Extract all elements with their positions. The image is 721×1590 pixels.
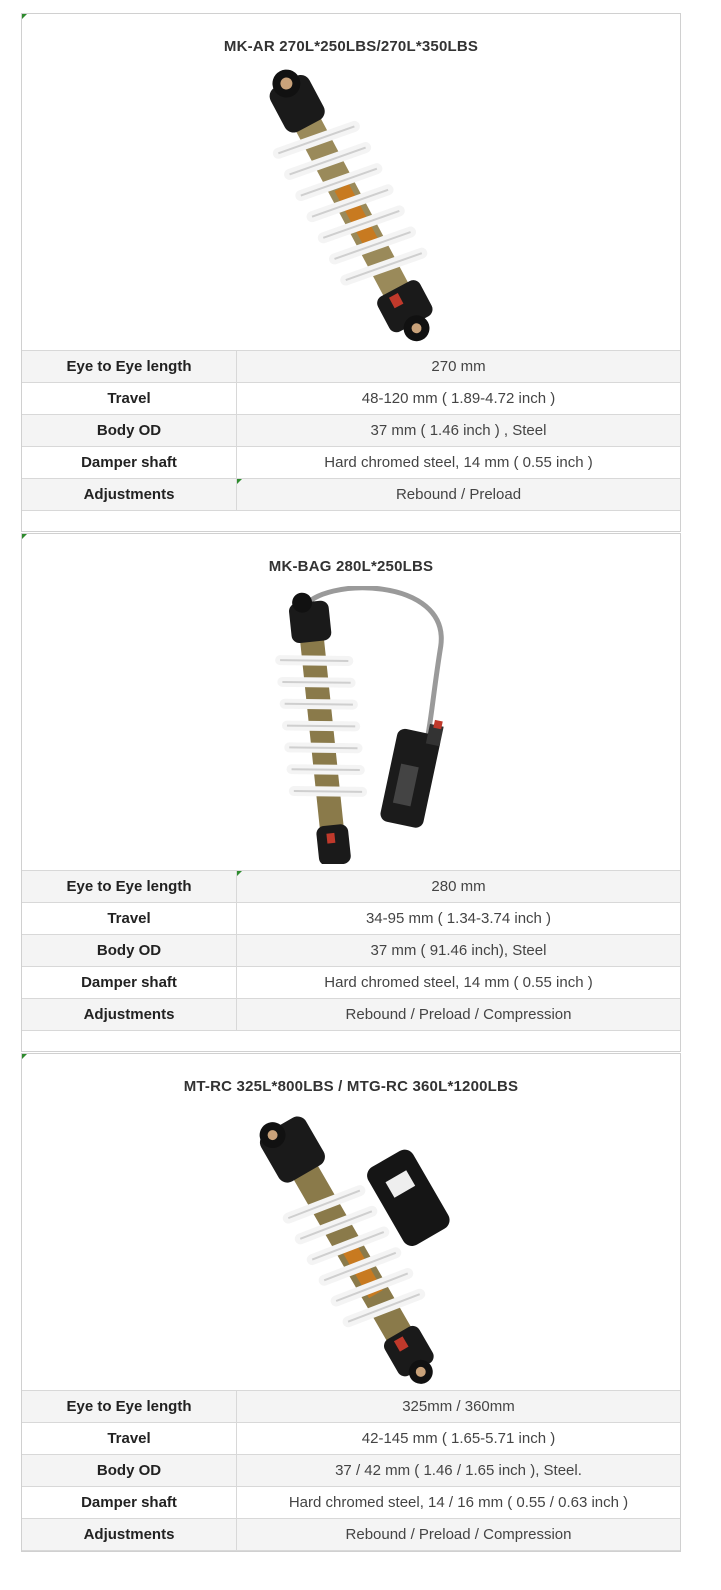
spec-value: Hard chromed steel, 14 mm ( 0.55 inch ) bbox=[237, 967, 681, 999]
table-row bbox=[22, 415, 680, 447]
spec-value: Rebound / Preload bbox=[237, 479, 681, 511]
card-spacer bbox=[22, 511, 680, 531]
spec-value: Hard chromed steel, 14 mm ( 0.55 inch ) bbox=[237, 447, 681, 479]
product-card-mt-rc bbox=[21, 1053, 681, 1552]
spec-label: Travel bbox=[22, 383, 237, 415]
spec-label: Eye to Eye length bbox=[22, 351, 237, 383]
spec-value: 42-145 mm ( 1.65-5.71 inch ) bbox=[237, 1423, 681, 1455]
shock-absorber-illustration bbox=[22, 586, 680, 864]
spec-label: Damper shaft bbox=[22, 447, 237, 479]
product-title: MK-AR 270L*250LBS/270L*350LBS bbox=[223, 38, 479, 55]
table-row bbox=[22, 1455, 680, 1487]
table-row bbox=[22, 383, 680, 415]
spec-label: Adjustments bbox=[22, 999, 237, 1031]
spec-label: Body OD bbox=[22, 1455, 237, 1487]
spec-label: Body OD bbox=[22, 415, 237, 447]
product-header bbox=[22, 534, 680, 871]
spec-label: Adjustments bbox=[22, 1519, 237, 1551]
shock-absorber-illustration bbox=[22, 66, 680, 344]
spec-value: 34-95 mm ( 1.34-3.74 inch ) bbox=[237, 903, 681, 935]
spec-label: Travel bbox=[22, 903, 237, 935]
spec-table bbox=[22, 871, 680, 1031]
spec-label: Travel bbox=[22, 1423, 237, 1455]
table-row bbox=[22, 1423, 680, 1455]
table-row bbox=[22, 999, 680, 1031]
spec-label: Adjustments bbox=[22, 479, 237, 511]
product-card-mk-bag bbox=[21, 533, 681, 1052]
table-row bbox=[22, 935, 680, 967]
product-header bbox=[22, 1054, 680, 1391]
product-header bbox=[22, 14, 680, 351]
spec-value: Rebound / Preload / Compression bbox=[237, 1519, 681, 1551]
spec-label: Damper shaft bbox=[22, 967, 237, 999]
spec-value: 37 mm ( 1.46 inch ) , Steel bbox=[237, 415, 681, 447]
product-image-mk-bag bbox=[22, 586, 680, 864]
spec-value: Rebound / Preload / Compression bbox=[237, 999, 681, 1031]
table-row bbox=[22, 1487, 680, 1519]
spec-value: 270 mm bbox=[237, 351, 681, 383]
spec-value: 280 mm bbox=[237, 871, 681, 903]
spec-label: Damper shaft bbox=[22, 1487, 237, 1519]
product-image-mk-ar bbox=[22, 66, 680, 344]
table-row bbox=[22, 1391, 680, 1423]
table-row bbox=[22, 967, 680, 999]
product-title: MK-BAG 280L*250LBS bbox=[268, 558, 434, 575]
spec-value: 37 / 42 mm ( 1.46 / 1.65 inch ), Steel. bbox=[237, 1455, 681, 1487]
product-title: MT-RC 325L*800LBS / MTG-RC 360L*1200LBS bbox=[183, 1078, 519, 1095]
spec-value: 325mm / 360mm bbox=[237, 1391, 681, 1423]
spec-value: Hard chromed steel, 14 / 16 mm ( 0.55 / 0.63 inch ) bbox=[237, 1487, 681, 1519]
card-spacer bbox=[22, 1031, 680, 1051]
spec-label: Eye to Eye length bbox=[22, 871, 237, 903]
table-row bbox=[22, 479, 680, 511]
table-row bbox=[22, 903, 680, 935]
spec-table bbox=[22, 351, 680, 511]
shock-absorber-illustration bbox=[22, 1106, 680, 1384]
spec-label: Eye to Eye length bbox=[22, 1391, 237, 1423]
spec-table bbox=[22, 1391, 680, 1551]
spec-value: 37 mm ( 91.46 inch), Steel bbox=[237, 935, 681, 967]
product-image-mt-rc bbox=[22, 1106, 680, 1384]
spec-value: 48-120 mm ( 1.89-4.72 inch ) bbox=[237, 383, 681, 415]
table-row bbox=[22, 1519, 680, 1551]
table-row bbox=[22, 447, 680, 479]
table-row bbox=[22, 871, 680, 903]
table-row bbox=[22, 351, 680, 383]
spec-label: Body OD bbox=[22, 935, 237, 967]
product-card-mk-ar bbox=[21, 13, 681, 532]
